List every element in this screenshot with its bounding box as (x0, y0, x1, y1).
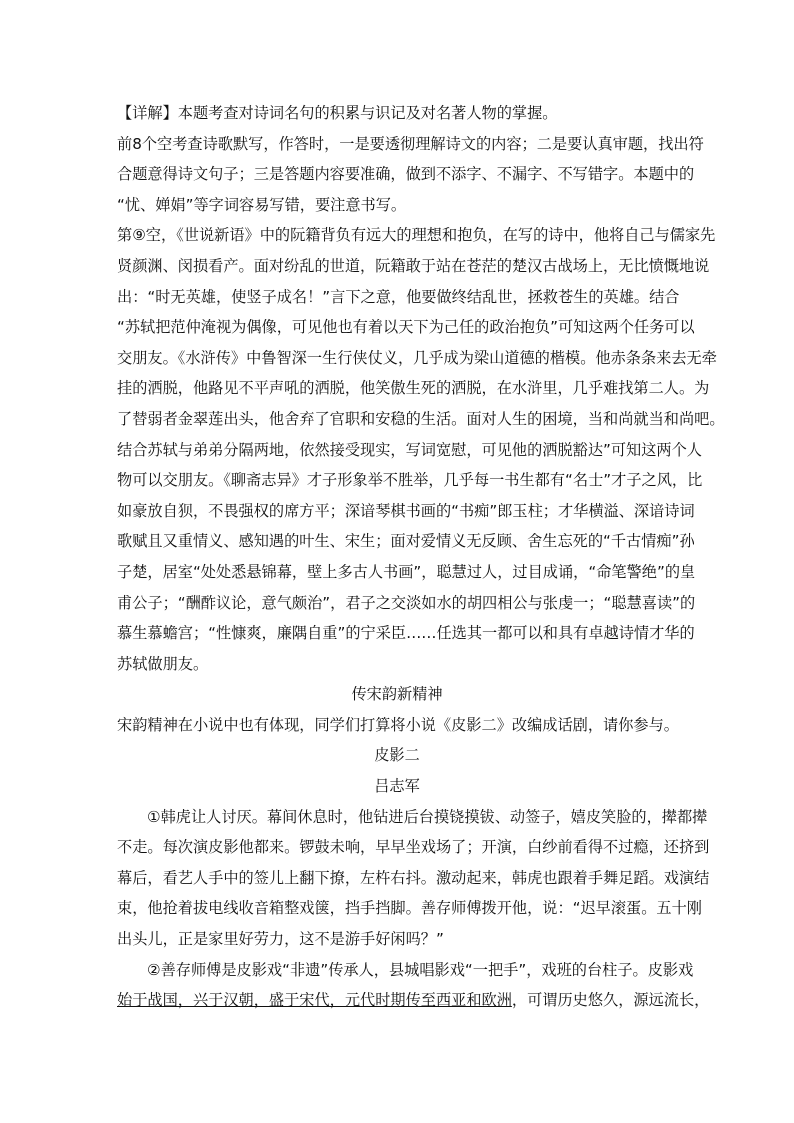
text-line: “苏轼把范仲淹视为偶像，可见他也有着以天下为己任的政治抱负”可知这两个任务可以 (117, 318, 695, 337)
text-line: 子楚，居室“处处悉悬锦幕，壁上多古人书画”，聪慧过人，过目成诵，“命笔警绝”的皇 (117, 562, 696, 581)
text-line: 【详解】本题考查对诗词名句的积累与识记及对名著人物的掌握。 (117, 104, 558, 122)
text-span: ，可谓历史悠久，源远流长， (511, 991, 710, 1010)
text-line: 如豪放自狈，不畏强权的席方平；深谙琴棋书画的“书痴”郎玉柱；才华横溢、深谙诗词 (117, 501, 695, 520)
story-paragraph-2 (117, 955, 710, 1016)
text-line: 贤颜渊、闵损看产。面对纷乱的世道，阮籍敢于站在苍茫的楚汉古战场上，无比愤慨地说 (117, 256, 710, 275)
document-page (117, 98, 725, 1016)
text-line: 物可以交朋友。《聊斋志异》才子形象举不胜举，几乎每一书生都有“名士”才子之风，比 (117, 471, 703, 490)
underlined-phrase: 始于战国，兴于汉朝，盛于宋代，元代时期传至西亚和欧洲 (117, 991, 512, 1010)
text-line (117, 985, 710, 1016)
text-line: 不走。每次演皮影他都来。锣鼓未响，早早坐戏场了；开演，白纱前看得不过瘾，还挤到 (117, 838, 710, 857)
story-paragraph-1 (117, 802, 710, 955)
story-title: 皮影二 (374, 746, 420, 765)
text-line: 结合苏轼与弟弟分隔两地，依然接受现实，写词宽慰，可见他的洒脱豁达”可知这两个人 (117, 440, 702, 459)
text-line: 慕生慕蟾宫；“性慷爽，廉隅自重”的宁采臣……任选其一都可以和具有卓越诗情才华的 (117, 624, 695, 643)
detail-explanation (117, 98, 725, 679)
text-line: 苏轼做朋友。 (117, 654, 209, 673)
text-line: 交朋友。《水浒传》中鲁智深一生行侠仗义，几乎成为梁山道德的楷模。他赤条条来去无牵 (117, 348, 717, 367)
section-title: 传宋韵新精神 (351, 685, 443, 704)
text-line: 了替弱者金翠莲出头，他舍弃了官职和安稳的生活。面对人生的困境，当和尚就当和尚吧。 (117, 409, 725, 428)
text-line: 挂的洒脱，他路见不平声吼的洒脱，他笑傲生死的洒脱，在水浒里，几乎难找第二人。为 (117, 379, 710, 398)
text-line: 合题意得诗文句子；三是答题内容要准确，做到不添字、不漏字、不写错字。本题中的 (117, 165, 695, 184)
section-intro: 宋韵精神在小说中也有体现，同学们打算将小说《皮影二》改编成话剧，请你参与。 (117, 715, 679, 734)
text-line: ①韩虎让人讨厌。幕间休息时，他钻进后台摸铙摸钹、动签子，嬉皮笑脸的，撵都撵 (147, 807, 708, 826)
text-line: 出头儿，正是家里好劳力，这不是游手好闲吗？” (117, 930, 444, 949)
text-line: 甫公子；“酬酢议论，意气颇治”，君子之交淡如水的胡四相公与张虔一；“聪慧喜读”的 (117, 593, 696, 612)
text-line: 前8个空考查诗歌默写，作答时，一是要透彻理解诗文的内容；二是要认真审题，找出符 (117, 134, 704, 153)
text-line: 第⑨空，《世说新语》中的阮籍背负有远大的理想和抱负，在写的诗中，他将自己与儒家先 (117, 226, 716, 245)
text-line: 出：“时无英雄，使竖子成名！”言下之意，他要做终结乱世，拯救苍生的英雄。结合 (117, 287, 680, 306)
text-line: 幕后，看艺人手中的签儿上翻下撩，左杵右抖。激动起来，韩虎也跟着手舞足蹈。戏演结 (117, 868, 710, 887)
text-line: ②善存师傅是皮影戏“非遗”传承人，县城唱影戏“一把手”，戏班的台柱子。皮影戏 (147, 960, 694, 979)
text-line: 束，他抢着拔电线收音箱整戏箧，挡手挡脚。善存师傅拨开他，说：“迟早滚蛋。五十刚 (117, 899, 702, 918)
story-author: 吕志军 (374, 777, 420, 796)
text-line: “忧、婵娟”等字词容易写错，要注意书写。 (117, 195, 407, 214)
text-line: 歌赋且又重情义、感知遇的叶生、宋生；面对爱情义无反顾、舍生忘死的“千古情痴”孙 (117, 532, 695, 551)
